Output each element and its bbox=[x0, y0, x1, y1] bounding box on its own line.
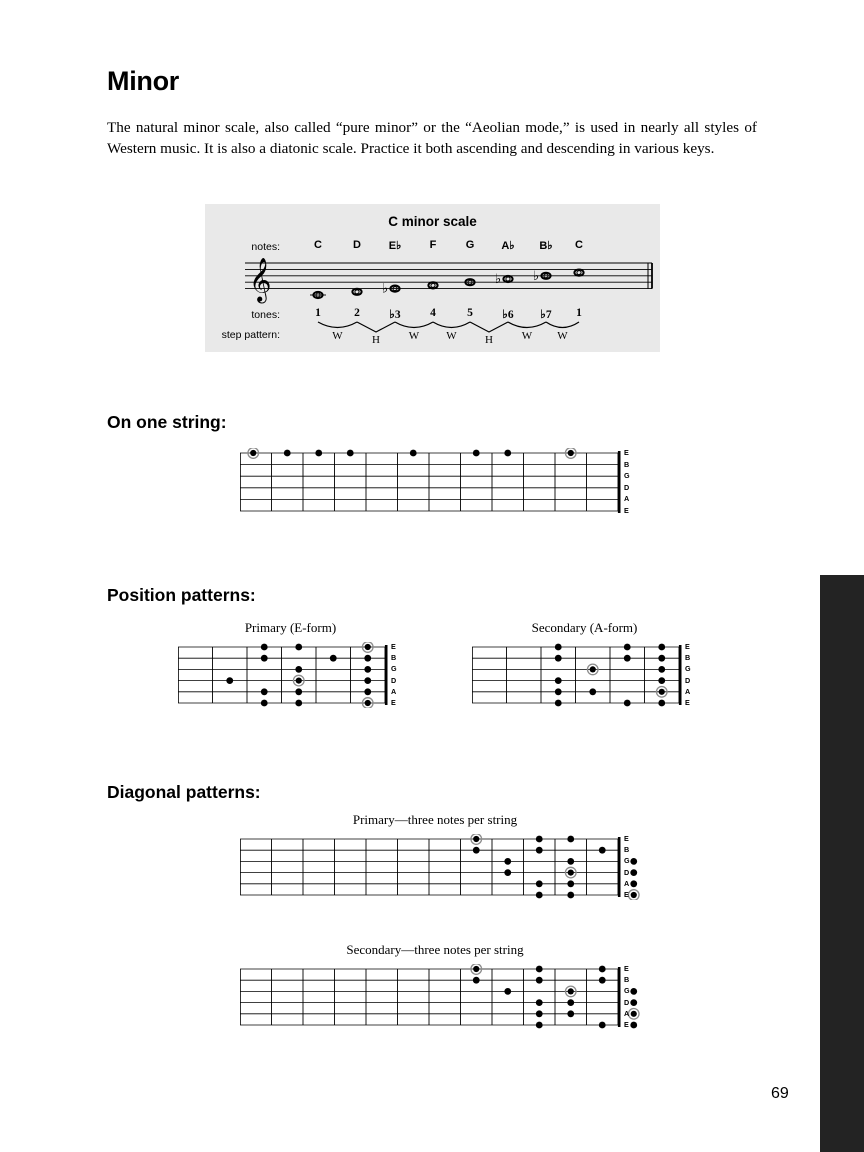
note-dot-marker bbox=[555, 677, 562, 684]
note-dot-marker bbox=[599, 1022, 606, 1029]
note-dot-marker bbox=[567, 999, 574, 1006]
root-note-marker bbox=[628, 890, 639, 900]
string-labels bbox=[624, 449, 630, 519]
step-letter: W bbox=[446, 330, 457, 342]
note-dot-marker bbox=[261, 644, 268, 651]
string-label: E bbox=[624, 889, 629, 899]
string-labels bbox=[624, 965, 630, 1032]
note-dot-marker bbox=[658, 655, 665, 662]
note-name: G bbox=[465, 239, 475, 251]
flat-accidental-icon: ♭ bbox=[533, 268, 540, 284]
note-dot-marker bbox=[630, 858, 637, 865]
tone-degree: 5 bbox=[467, 307, 473, 319]
tone-degree: ♭3 bbox=[389, 309, 401, 321]
string-label: E bbox=[624, 964, 629, 973]
string-label: D bbox=[624, 867, 630, 877]
string-label: E bbox=[624, 1019, 629, 1029]
string-label: E bbox=[391, 642, 396, 651]
root-note-marker bbox=[628, 1009, 639, 1020]
tone-degree: ♭6 bbox=[502, 309, 514, 321]
tone-degree: 1 bbox=[315, 307, 321, 319]
note-dot-marker bbox=[504, 988, 511, 995]
string-label: B bbox=[624, 845, 630, 855]
fretboard-svg bbox=[240, 834, 640, 900]
notation-title: C minor scale bbox=[388, 214, 477, 229]
string-label: G bbox=[624, 471, 630, 481]
note-dot-marker bbox=[261, 688, 268, 695]
note-dot-marker bbox=[630, 988, 637, 995]
string-label: B bbox=[624, 975, 630, 985]
note-dot-marker bbox=[330, 655, 337, 662]
fretboard-secondary-a-form bbox=[472, 642, 701, 713]
string-labels bbox=[624, 835, 630, 902]
string-label: G bbox=[685, 664, 691, 674]
note-dot-marker bbox=[658, 666, 665, 673]
string-label: A bbox=[685, 686, 691, 696]
page-number: 69 bbox=[771, 1085, 789, 1102]
note-dot-marker bbox=[536, 836, 543, 843]
note-dot-marker bbox=[599, 847, 606, 854]
tone-degree: 1 bbox=[576, 307, 582, 319]
notes-row-label: notes: bbox=[251, 241, 280, 253]
note-dot-marker bbox=[473, 450, 480, 457]
note-dot-marker bbox=[555, 688, 562, 695]
section-heading-diagonal-patterns: Diagonal patterns: bbox=[107, 782, 261, 802]
fretboard-diagonal-primary bbox=[240, 834, 640, 905]
note-dot-marker bbox=[536, 892, 543, 899]
string-label: D bbox=[685, 675, 691, 685]
note-dot-marker bbox=[364, 677, 371, 684]
note-dot-marker bbox=[567, 836, 574, 843]
string-label: E bbox=[624, 448, 629, 457]
note-dot-marker bbox=[624, 700, 631, 707]
note-dot-marker bbox=[630, 880, 637, 887]
note-dot-marker bbox=[504, 858, 511, 865]
string-labels bbox=[685, 643, 691, 710]
caption-secondary-a-form: Secondary (A-form) bbox=[531, 620, 638, 635]
string-label: D bbox=[624, 997, 630, 1007]
tone-degree: 4 bbox=[430, 307, 436, 319]
note-dot-marker bbox=[567, 892, 574, 899]
fretboard-svg bbox=[472, 642, 701, 708]
caption-diagonal-primary: Primary—three notes per string bbox=[352, 812, 518, 827]
note-dot-marker bbox=[555, 655, 562, 662]
note-name: F bbox=[429, 239, 437, 251]
section-heading-on-one-string: On one string: bbox=[107, 412, 227, 432]
note-dot-marker bbox=[624, 655, 631, 662]
string-label: G bbox=[624, 856, 630, 866]
string-label: G bbox=[624, 986, 630, 996]
string-label: A bbox=[624, 1008, 630, 1018]
caption-primary-e-form: Primary (E-form) bbox=[244, 620, 337, 635]
note-dot-marker bbox=[567, 1010, 574, 1017]
note-dot-marker bbox=[536, 977, 543, 984]
note-dot-marker bbox=[536, 1010, 543, 1017]
note-dot-marker bbox=[261, 655, 268, 662]
note-name: A♭ bbox=[501, 240, 515, 252]
flat-accidental-icon: ♭ bbox=[382, 281, 389, 297]
intro-paragraph: The natural minor scale, also called “pure minor” or the “Aeolian mode,” is used in nearly all styles of Western music. It is also a diatonic scale. Practice it both ascending and descending in various keys. bbox=[107, 119, 757, 157]
notation-panel bbox=[205, 204, 660, 352]
note-dot-marker bbox=[630, 869, 637, 876]
note-name: D bbox=[353, 239, 361, 251]
note-dot-marker bbox=[599, 977, 606, 984]
note-dot-marker bbox=[536, 966, 543, 973]
string-label: D bbox=[624, 482, 630, 492]
note-dot-marker bbox=[295, 700, 302, 707]
note-dot-marker bbox=[555, 644, 562, 651]
note-dot-marker bbox=[658, 677, 665, 684]
step-letter: W bbox=[521, 330, 533, 342]
string-label: B bbox=[624, 459, 630, 469]
steps-row-label: step pattern: bbox=[221, 329, 280, 341]
tone-degree: 2 bbox=[354, 307, 360, 319]
note-dot-marker bbox=[473, 847, 480, 854]
note-name: C bbox=[575, 239, 583, 251]
note-name: C bbox=[314, 239, 322, 251]
note-name: B♭ bbox=[539, 240, 553, 252]
note-dot-marker bbox=[536, 847, 543, 854]
fretboard-svg bbox=[178, 642, 407, 708]
fretboard-svg bbox=[240, 448, 640, 516]
flat-accidental-icon: ♭ bbox=[495, 272, 502, 287]
fretboard-svg bbox=[240, 964, 640, 1030]
note-dot-marker bbox=[226, 677, 233, 684]
note-dot-marker bbox=[295, 666, 302, 673]
whole-note-head bbox=[428, 282, 437, 288]
note-dot-marker bbox=[536, 1022, 543, 1029]
whole-note-head bbox=[503, 276, 512, 282]
fretboard-primary-e-form bbox=[178, 642, 407, 713]
note-dot-marker bbox=[364, 688, 371, 695]
string-label: A bbox=[624, 878, 630, 888]
note-dot-marker bbox=[658, 700, 665, 707]
string-label: B bbox=[685, 653, 691, 663]
note-dot-marker bbox=[295, 688, 302, 695]
note-dot-marker bbox=[410, 450, 417, 457]
treble-clef-icon: 𝄞 bbox=[249, 257, 272, 302]
string-label: G bbox=[391, 664, 397, 674]
note-dot-marker bbox=[624, 644, 631, 651]
section-tab bbox=[820, 575, 864, 1152]
string-label: E bbox=[685, 642, 690, 651]
whole-note-head bbox=[352, 289, 361, 295]
caption-diagonal-secondary: Secondary—three notes per string bbox=[346, 942, 524, 957]
step-letter: W bbox=[408, 330, 420, 342]
note-dot-marker bbox=[630, 1022, 637, 1029]
note-name: E♭ bbox=[388, 240, 402, 252]
whole-note-head bbox=[574, 270, 583, 276]
step-arcs bbox=[205, 321, 660, 351]
step-letter: H bbox=[485, 334, 493, 346]
step-letter: W bbox=[557, 330, 568, 342]
step-letter: H bbox=[372, 334, 380, 346]
tones-row-label: tones: bbox=[251, 309, 280, 321]
string-label: E bbox=[624, 505, 629, 515]
step-letter: W bbox=[332, 330, 343, 342]
fretboard-diagonal-secondary bbox=[240, 964, 640, 1035]
note-dot-marker bbox=[599, 966, 606, 973]
string-label: D bbox=[391, 675, 397, 685]
page-title: Minor bbox=[107, 66, 179, 96]
note-dot-marker bbox=[284, 450, 291, 457]
string-label: E bbox=[685, 697, 690, 707]
note-dot-marker bbox=[630, 999, 637, 1006]
note-dot-marker bbox=[658, 644, 665, 651]
note-dot-marker bbox=[261, 700, 268, 707]
fretboard-one-string bbox=[240, 448, 640, 521]
string-label: E bbox=[624, 834, 629, 843]
note-dot-marker bbox=[473, 977, 480, 984]
note-dot-marker bbox=[536, 999, 543, 1006]
string-label: E bbox=[391, 697, 396, 707]
note-dot-marker bbox=[295, 644, 302, 651]
note-dot-marker bbox=[589, 688, 596, 695]
string-label: A bbox=[391, 686, 397, 696]
note-dot-marker bbox=[504, 450, 511, 457]
tone-degree: ♭7 bbox=[540, 309, 552, 321]
note-dot-marker bbox=[504, 869, 511, 876]
note-dot-marker bbox=[315, 450, 322, 457]
string-label: A bbox=[624, 494, 630, 504]
section-heading-position-patterns: Position patterns: bbox=[107, 585, 256, 605]
note-dot-marker bbox=[567, 858, 574, 865]
string-label: B bbox=[391, 653, 397, 663]
note-dot-marker bbox=[555, 700, 562, 707]
note-dot-marker bbox=[567, 880, 574, 887]
note-dot-marker bbox=[364, 655, 371, 662]
note-dot-marker bbox=[364, 666, 371, 673]
note-dot-marker bbox=[536, 880, 543, 887]
string-labels bbox=[391, 643, 397, 710]
note-dot-marker bbox=[347, 450, 354, 457]
